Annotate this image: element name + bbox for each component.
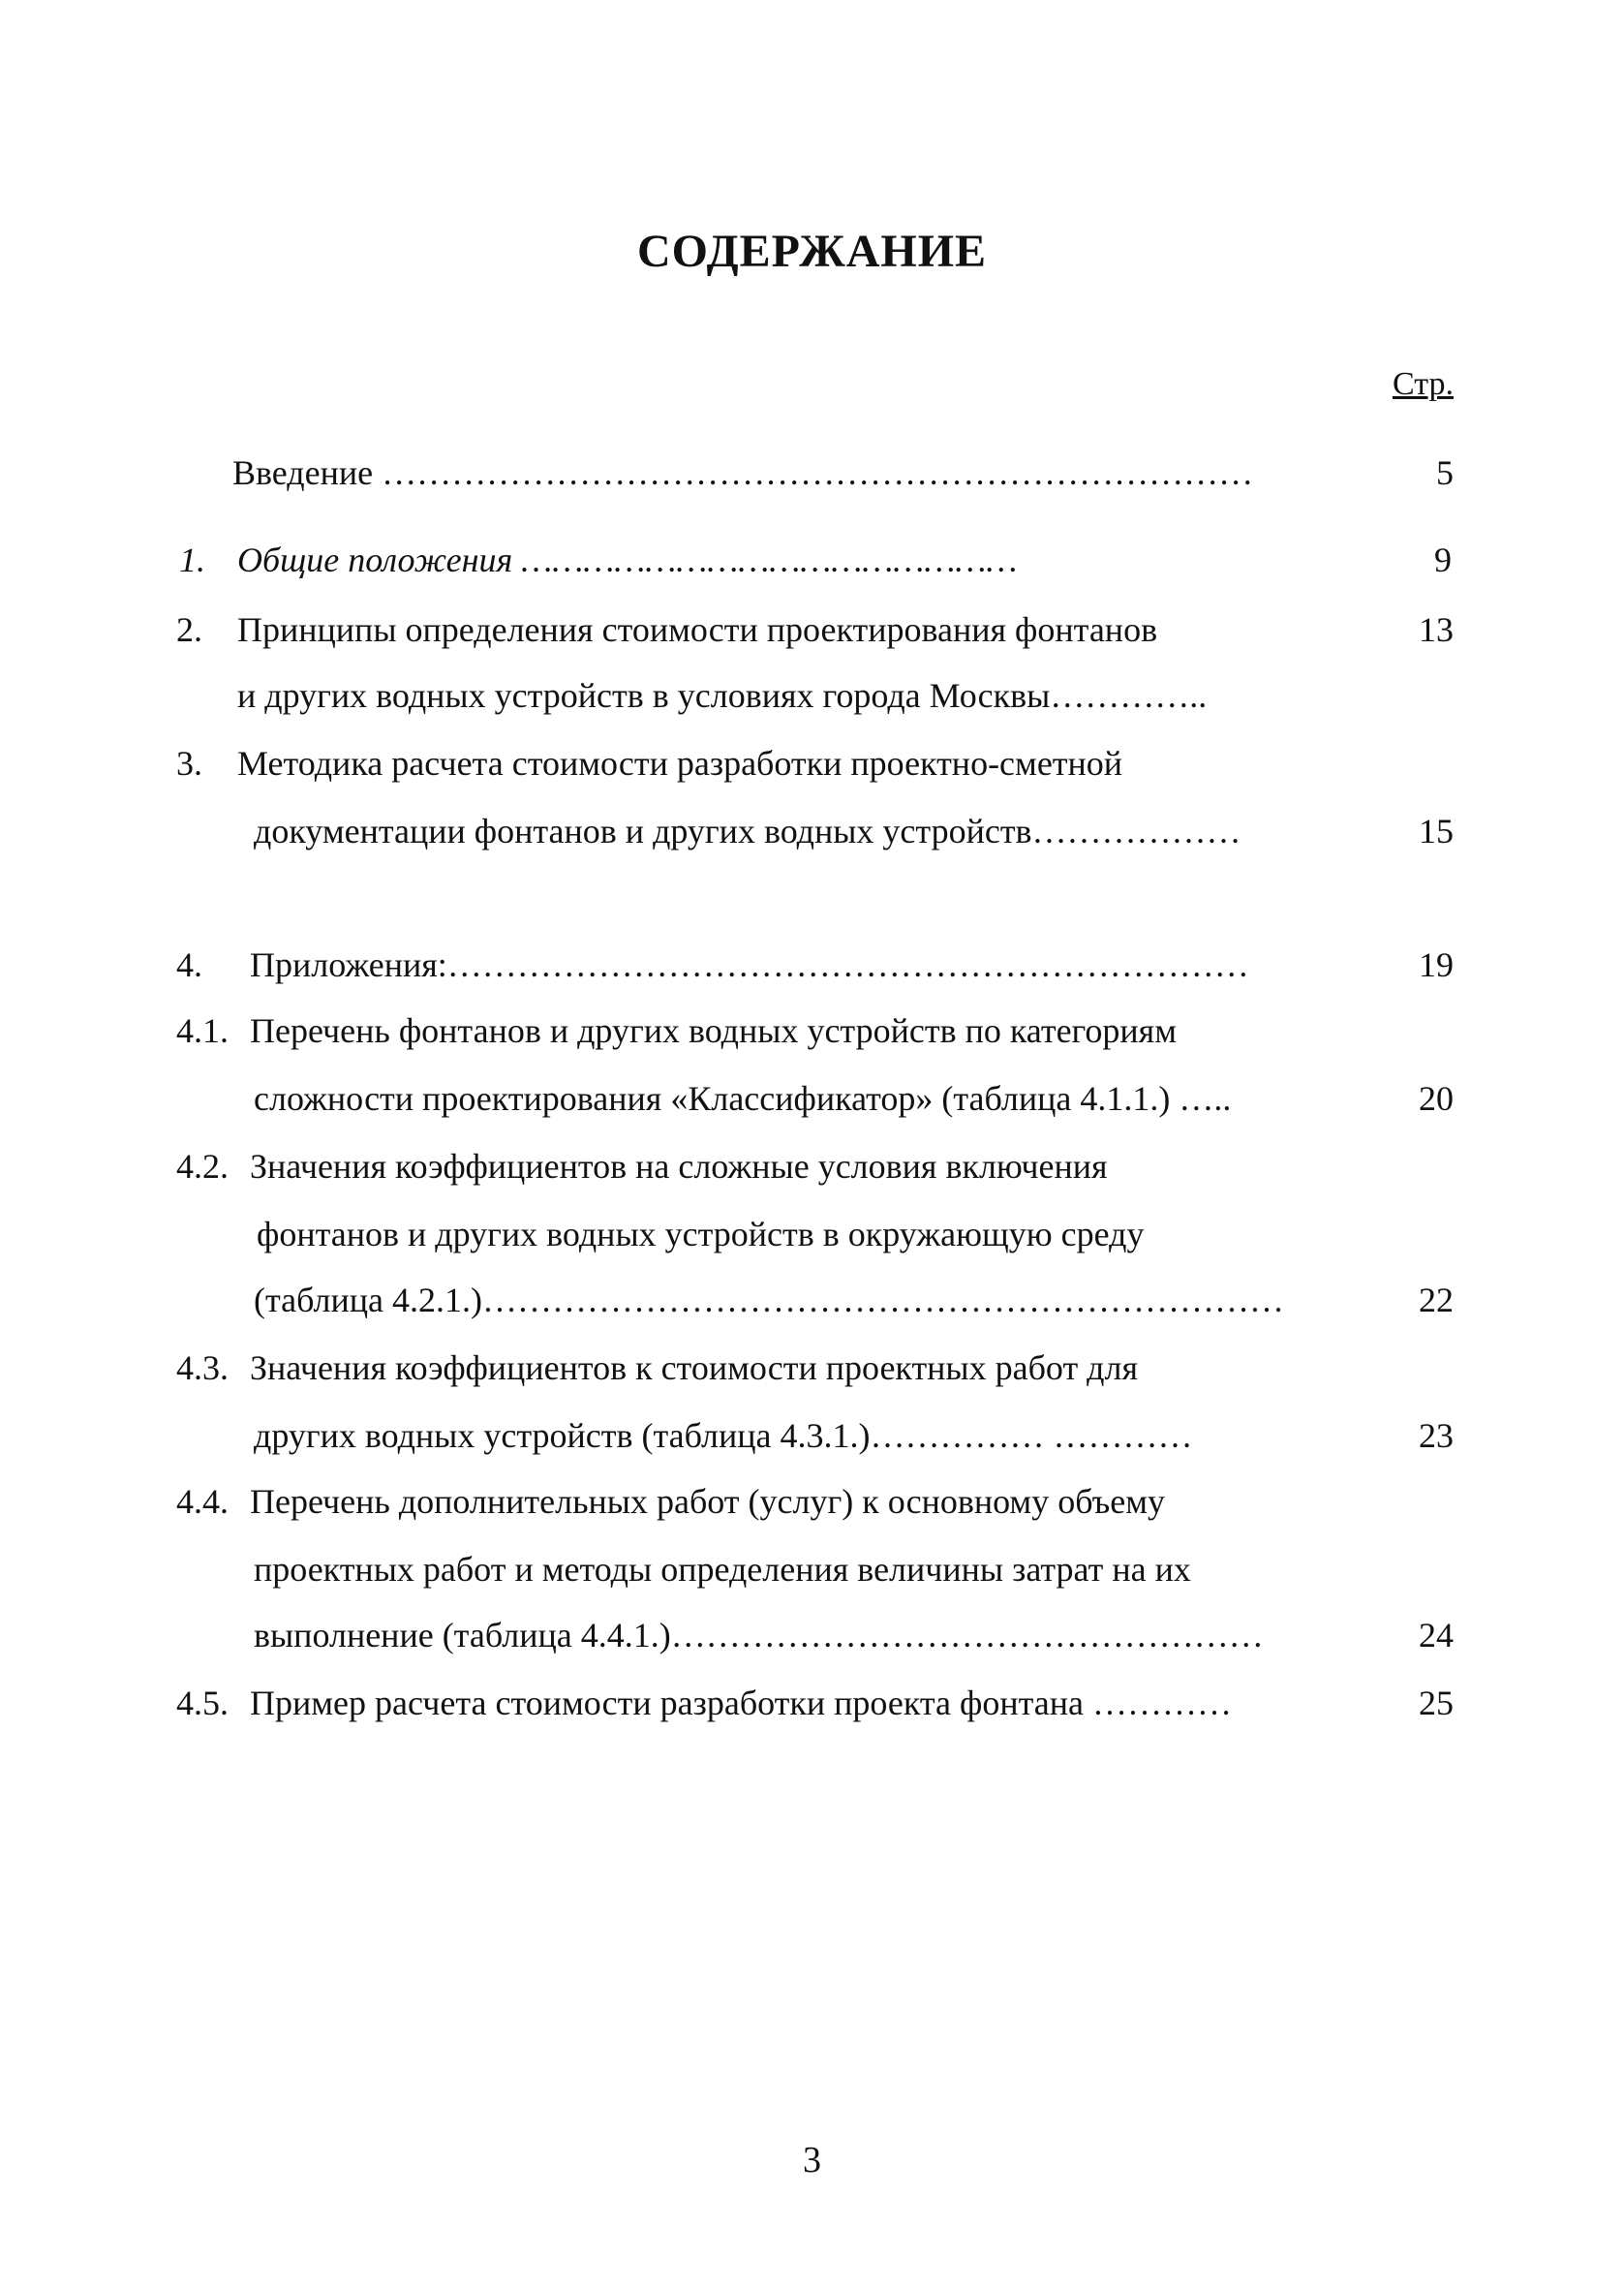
page-column-header: Стр. bbox=[1392, 366, 1454, 402]
toc-page-intro: 5 bbox=[1436, 453, 1454, 492]
toc-entry-4-3-cont: других водных устройств (таблица 4.3.1.)…………… ………… bbox=[254, 1416, 1193, 1455]
toc-entry-4-2: Значения коэффициентов на сложные условия включения bbox=[250, 1147, 1108, 1186]
page-number: 3 bbox=[803, 2140, 821, 2180]
toc-entry-4-4-cont1: проектных работ и методы определения величины затрат на их bbox=[254, 1550, 1191, 1589]
toc-entry-4-1-cont: сложности проектирования «Классификатор» (таблица 4.1.1.) ….. bbox=[254, 1079, 1232, 1118]
toc-entry-3: Методика расчета стоимости разработки проектно-сметной bbox=[237, 744, 1123, 783]
toc-entry-4-5: Пример расчета стоимости разработки проекта фонтана ………… bbox=[250, 1684, 1232, 1722]
toc-entry-4-number: 4. bbox=[176, 945, 202, 984]
toc-entry-4-2-number: 4.2. bbox=[176, 1147, 229, 1186]
toc-entry-4-3-number: 4.3. bbox=[176, 1348, 229, 1387]
toc-entry-4-4: Перечень дополнительных работ (услуг) к основному объему bbox=[250, 1482, 1165, 1521]
toc-page-2: 13 bbox=[1419, 610, 1454, 649]
toc-entry-4-5-number: 4.5. bbox=[176, 1684, 229, 1722]
toc-page-4-4: 24 bbox=[1419, 1616, 1454, 1654]
toc-page-3: 15 bbox=[1419, 812, 1454, 850]
toc-page-4: 19 bbox=[1419, 945, 1454, 984]
toc-entry-4-4-cont2: выполнение (таблица 4.4.1.)…………………………………………… bbox=[254, 1616, 1264, 1654]
toc-entry-4: Приложения:…………………………………………………………… bbox=[250, 945, 1249, 984]
toc-entry-4-4-number: 4.4. bbox=[176, 1482, 229, 1521]
toc-entry-intro: Введение ………………………………………………………………… bbox=[232, 453, 1254, 492]
toc-page-4-3: 23 bbox=[1419, 1416, 1454, 1455]
toc-entry-2: Принципы определения стоимости проектирования фонтанов bbox=[237, 610, 1158, 649]
toc-entry-4-1-number: 4.1. bbox=[176, 1011, 229, 1050]
page-title: СОДЕРЖАНИЕ bbox=[636, 226, 988, 277]
toc-page-4-1: 20 bbox=[1419, 1079, 1454, 1118]
toc-page-4-5: 25 bbox=[1419, 1684, 1454, 1722]
toc-entry-2-number: 2. bbox=[176, 610, 202, 649]
toc-entry-3-number: 3. bbox=[176, 744, 202, 783]
toc-page-1: 9 bbox=[1434, 541, 1452, 579]
toc-entry-4-3: Значения коэффициентов к стоимости проектных работ для bbox=[250, 1348, 1139, 1387]
toc-entry-4-2-cont1: фонтанов и других водных устройств в окружающую среду bbox=[257, 1215, 1145, 1253]
toc-entry-4-2-cont2: (таблица 4.2.1.)…………………………………………………………… bbox=[254, 1281, 1285, 1319]
toc-entry-4-1: Перечень фонтанов и других водных устройств по категориям bbox=[250, 1011, 1178, 1050]
toc-page-4-2: 22 bbox=[1419, 1281, 1454, 1319]
toc-entry-3-cont: документации фонтанов и других водных устройств……………… bbox=[254, 812, 1241, 850]
toc-entry-1: Общие положения ………………………………………… bbox=[237, 541, 1018, 579]
toc-entry-1-number: 1. bbox=[179, 541, 205, 579]
toc-entry-2-cont: и других водных устройств в условиях города Москвы………….. bbox=[237, 676, 1208, 715]
